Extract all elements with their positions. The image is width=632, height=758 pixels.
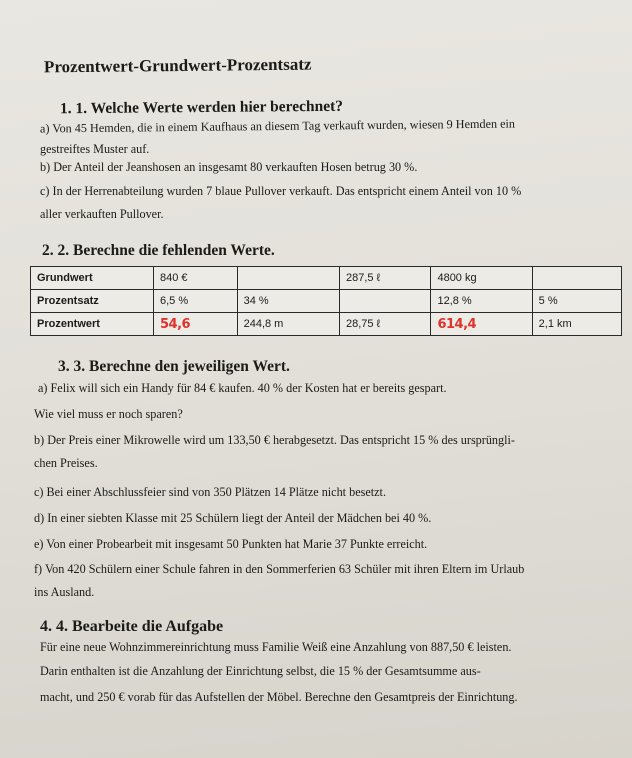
- row-label: Prozentsatz: [31, 290, 154, 313]
- section4-line1: Für eine neue Wohnzimmereinrichtung muss Familie Weiß eine Anzahlung von 887,50 € leisten.: [40, 640, 512, 654]
- section3-heading: 3. 3. Berechne den jeweiligen Wert.: [58, 358, 290, 375]
- section1-heading: 1. 1. Welche Werte werden hier berechnet?: [59, 97, 344, 118]
- section3-c: c) Bei einer Abschlussfeier sind von 350 Plätzen 14 Plätze nicht besetzt.: [34, 485, 386, 499]
- section3-a-line1: a) Felix will sich ein Handy für 84 € kaufen. 40 % der Kosten hat er bereits gespart.: [38, 381, 447, 395]
- section2-heading: 2. 2. Berechne die fehlenden Werte.: [42, 242, 275, 259]
- page-title: Prozentwert-Grundwert-Prozentsatz: [43, 54, 312, 77]
- section4-line3: macht, und 250 € vorab für das Aufstellen der Möbel. Berechne den Gesamtpreis der Einrichtung.: [40, 690, 518, 704]
- table-cell: 28,75 ℓ: [339, 313, 430, 336]
- table-row: [31, 313, 622, 336]
- section1-c-line1: c) In der Herrenabteilung wurden 7 blaue Pullover verkauft. Das entspricht einem Anteil von 10 %: [40, 184, 522, 198]
- section3-f-line2: ins Ausland.: [34, 585, 95, 599]
- section1-c-line2: aller verkauften Pullover.: [40, 207, 164, 221]
- section3-f-line1: f) Von 420 Schülern einer Schule fahren in den Sommerferien 63 Schüler mit ihren Eltern im Urlaub: [34, 562, 525, 576]
- table-cell: 840 €: [154, 267, 238, 290]
- handwritten-answer: 54,6: [154, 313, 238, 336]
- table-cell: [532, 267, 621, 290]
- handwritten-answer: 614,4: [431, 313, 532, 336]
- section4-heading: 4. 4. Bearbeite die Aufgabe: [40, 618, 224, 635]
- row-label: Prozentwert: [31, 313, 154, 336]
- row-label: Grundwert: [31, 267, 154, 290]
- section4-line2: Darin enthalten ist die Anzahlung der Einrichtung selbst, die 15 % der Gesamtsumme aus-: [40, 664, 481, 678]
- section1-b: b) Der Anteil der Jeanshosen an insgesamt 80 verkauften Hosen betrug 30 %.: [40, 160, 418, 174]
- section3-d: d) In einer siebten Klasse mit 25 Schülern liegt der Anteil der Mädchen bei 40 %.: [34, 511, 432, 525]
- section3-b-line2: chen Preises.: [34, 456, 98, 470]
- table-cell: [237, 267, 339, 290]
- section3-e: e) Von einer Probearbeit mit insgesamt 50 Punkten hat Marie 37 Punkte erreicht.: [34, 537, 428, 551]
- section3-b-line1: b) Der Preis einer Mikrowelle wird um 133,50 € herabgesetzt. Das entspricht 15 % des ursprüngli-: [34, 433, 515, 447]
- section1-a-line1: a) Von 45 Hemden, die in einem Kaufhaus an diesem Tag verkauft wurden, wiesen 9 Hemden ein: [39, 116, 516, 136]
- table-cell: 244,8 m: [237, 313, 339, 336]
- table-cell: [339, 290, 430, 313]
- table-cell: 6,5 %: [154, 290, 238, 313]
- table-cell: 4800 kg: [431, 267, 532, 290]
- table-cell: 5 %: [532, 290, 621, 313]
- table-cell: 12,8 %: [431, 290, 532, 313]
- table-row: [31, 267, 622, 290]
- table-row: [31, 290, 622, 313]
- section3-a-line2: Wie viel muss er noch sparen?: [34, 407, 183, 421]
- table-cell: 2,1 km: [532, 313, 621, 336]
- table-cell: 287,5 ℓ: [339, 267, 430, 290]
- section1-a-line2: gestreiftes Muster auf.: [40, 142, 150, 156]
- values-table: [30, 266, 622, 336]
- table-cell: 34 %: [237, 290, 339, 313]
